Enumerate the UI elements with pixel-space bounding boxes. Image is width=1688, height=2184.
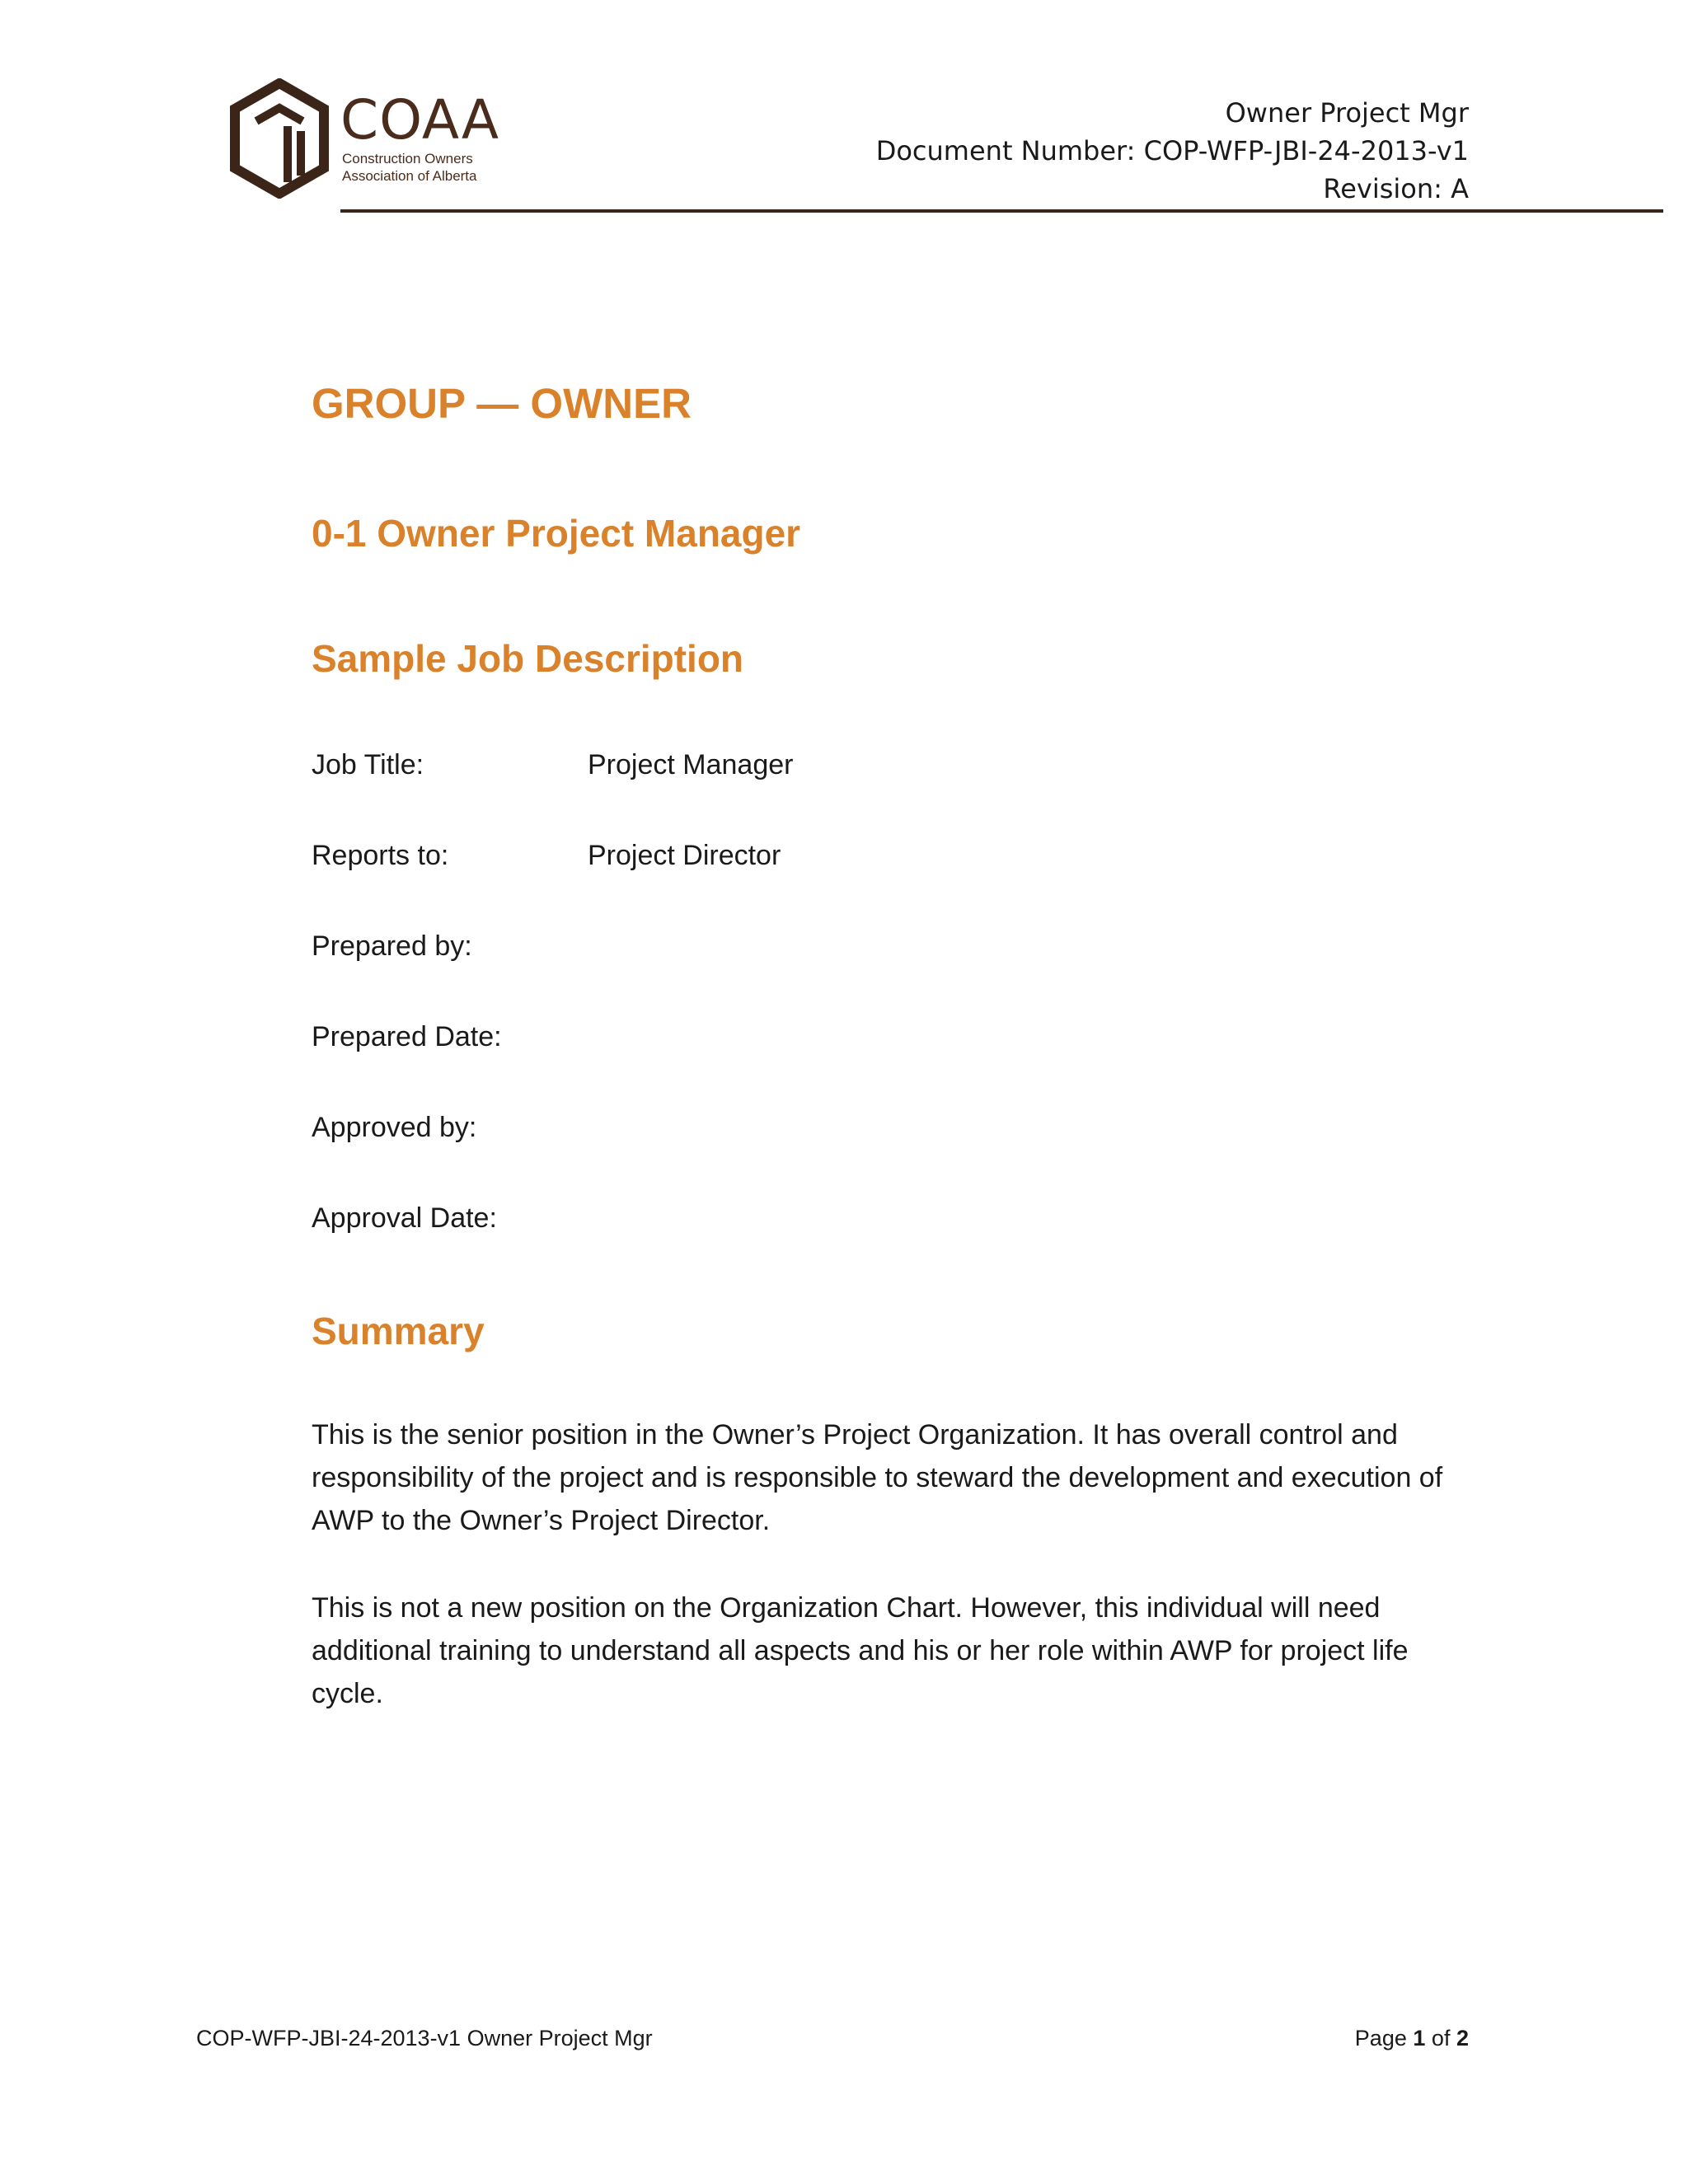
summary-paragraph: This is not a new position on the Organization Chart. However, this individual will need additional training to understand all aspects and his or her role within AWP for project life cycle.	[312, 1592, 1409, 1709]
field-label: Job Title:	[312, 749, 424, 780]
job-description-heading: Sample Job Description	[312, 637, 744, 680]
page-current: 1	[1413, 2026, 1426, 2050]
field-label: Approval Date:	[312, 1202, 497, 1234]
document-title: Owner Project Mgr	[1225, 97, 1469, 129]
footer-document-id: COP-WFP-JBI-24-2013-v1 Owner Project Mgr	[196, 2026, 653, 2050]
field-label: Prepared Date:	[312, 1021, 502, 1052]
coaa-logo	[227, 78, 507, 202]
of-word: of	[1431, 2026, 1451, 2050]
footer-page-number	[1355, 2026, 1469, 2051]
hexagon-logo-icon	[227, 78, 332, 199]
field-label: Approved by:	[312, 1112, 477, 1143]
logo-subline-2: Association of Alberta	[342, 168, 477, 184]
role-heading: 0-1 Owner Project Manager	[312, 512, 801, 555]
summary-paragraph: This is the senior position in the Owner’s Project Organization. It has overall control and responsibility of the project and is responsible to steward the development and execution of AWP to the Owner’s Project Director.	[312, 1419, 1443, 1536]
field-value: Project Manager	[588, 749, 794, 780]
document-number: Document Number: COP-WFP-JBI-24-2013-v1	[875, 135, 1469, 166]
logo-wordmark: COAA	[340, 88, 500, 152]
header-divider	[340, 209, 1663, 213]
page-total: 2	[1456, 2026, 1469, 2050]
logo-subline-1: Construction Owners	[342, 151, 473, 166]
field-label: Reports to:	[312, 840, 449, 871]
group-heading: GROUP — OWNER	[312, 380, 692, 427]
field-value: Project Director	[588, 840, 781, 871]
summary-heading: Summary	[312, 1310, 485, 1352]
field-label: Prepared by:	[312, 930, 472, 962]
document-revision: Revision: A	[1323, 173, 1469, 204]
page-word: Page	[1354, 2026, 1407, 2050]
logo-subtitle	[342, 150, 476, 185]
document-header-info	[876, 94, 1469, 208]
